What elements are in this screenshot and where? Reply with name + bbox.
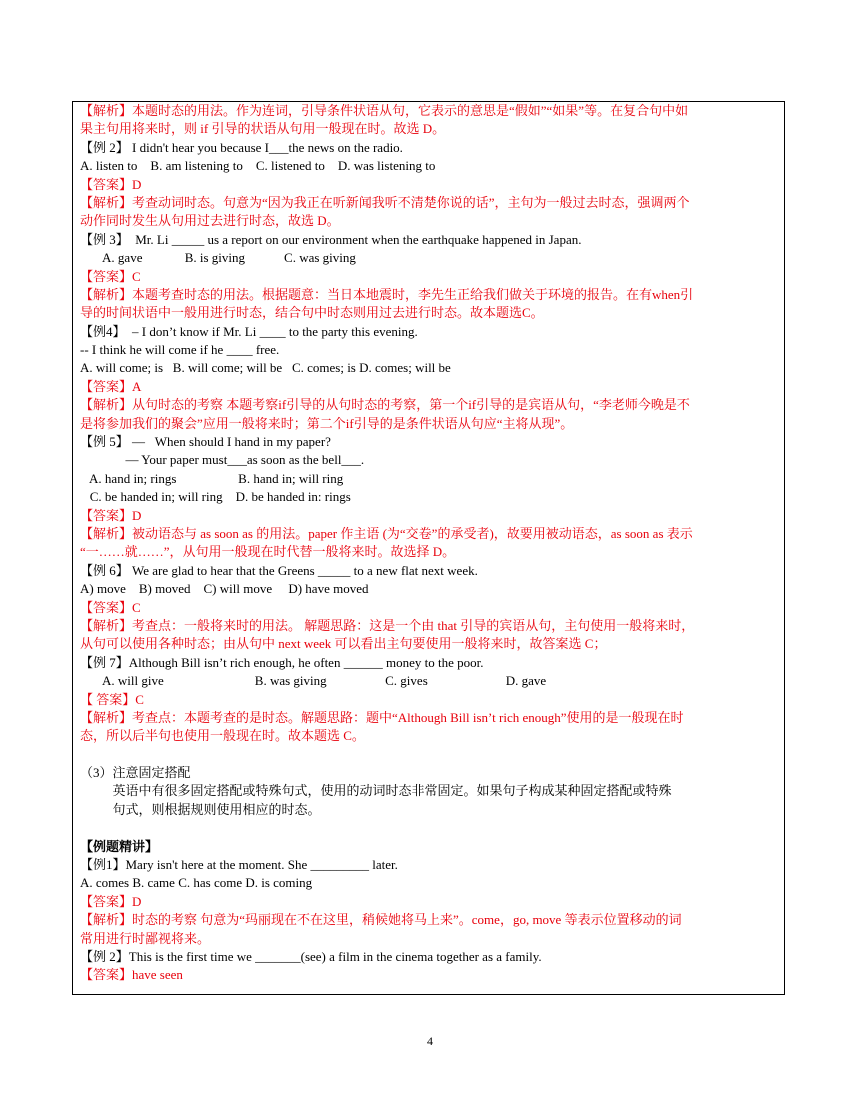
question-line: -- I think he will come if he ____ free. — [80, 342, 280, 358]
answer-explanation-line: 【答案】D — [80, 893, 142, 909]
question-line: 【例1】Mary isn't here at the moment. She _________ later. — [80, 857, 398, 873]
answer-explanation-line: 【解析】考查点：一般将来时的用法。 解题思路：这是一个由 that 引导的宾语从句，主句使用一般将来时， — [80, 617, 695, 633]
question-line: A. will give B. was giving C. gives D. gave — [80, 673, 547, 689]
question-line: 句式，则根据规则使用相应的时态。 — [80, 801, 321, 817]
answer-explanation-line: “一……就……”，从句用一般现在时代替一般将来时。故选择 D。 — [80, 544, 456, 560]
answer-explanation-line: 【解析】本题时态的用法。作为连词，引导条件状语从句，它表示的意思是“假如”“如果”等。在复合句中如 — [80, 103, 689, 118]
question-line: （3）注意固定搭配 — [80, 765, 191, 781]
answer-explanation-line: 【 答案】C — [80, 691, 144, 707]
answer-explanation-line: 【解析】本题考查时态的用法。根据题意：当日本地震时，李先生正给我们做关于环境的报告。在有when引 — [80, 286, 694, 302]
answer-explanation-line: 【解析】考查动词时态。句意为“因为我正在听新闻我听不清楚你说的话”，主句为一般过去时态，强调两个 — [80, 194, 690, 210]
document-body — [80, 102, 780, 985]
question-line: 【例4】 – I don’t know if Mr. Li ____ to the party this evening. — [80, 323, 418, 339]
question-line: 【例 5】 — When should I hand in my paper? — [80, 434, 331, 450]
question-line: A. will come; is B. will come; will be C. comes; is D. comes; will be — [80, 360, 451, 376]
blank-line — [80, 819, 780, 837]
question-line: 【例 2】This is the first time we _______(see) a film in the cinema together as a family. — [80, 948, 542, 964]
answer-explanation-line: 从句可以使用各种时态；由从句中 next week 可以看出主句要使用一般将来时，故答案选 C； — [80, 636, 607, 652]
answer-explanation-line: 【答案】D — [80, 176, 142, 192]
question-line: A. comes B. came C. has come D. is coming — [80, 875, 313, 891]
answer-explanation-line: 态，所以后半句也使用一般现在时。故本题选 C。 — [80, 728, 365, 744]
answer-explanation-line: 【答案】have seen — [80, 967, 183, 983]
question-line: A. gave B. is giving C. was giving — [80, 250, 356, 266]
answer-explanation-line: 【答案】C — [80, 268, 141, 284]
answer-explanation-line: 果主句用将来时，则 if 引导的状语从句用一般现在时。故选 D。 — [80, 121, 446, 137]
question-line: A) move B) moved C) will move D) have moved — [80, 581, 369, 597]
question-line: A. hand in; rings B. hand in; will ring — [80, 470, 344, 486]
question-line: 【例 6】 We are glad to hear that the Greens _____ to a new flat next week. — [80, 562, 478, 578]
question-line: A. listen to B. am listening to C. listened to D. was listening to — [80, 158, 436, 174]
answer-explanation-line: 【解析】被动语态与 as soon as 的用法。paper 作主语 (为“交卷”的承受者)，故要用被动语态，as soon as 表示 — [80, 525, 693, 541]
answer-explanation-line: 动作同时发生从句用过去进行时态，故选 D。 — [80, 213, 340, 229]
question-line: 【例 2】 I didn't hear you because I___the news on the radio. — [80, 139, 403, 155]
question-line: 【例 3】 Mr. Li _____ us a report on our environment when the earthquake happened in Japan. — [80, 231, 582, 247]
question-line: 【例 7】Although Bill isn’t rich enough, he often ______ money to the poor. — [80, 654, 484, 670]
answer-explanation-line: 【解析】考查点：本题考查的是时态。解题思路：题中“Although Bill isn’t rich enough”使用的是一般现在时 — [80, 709, 684, 725]
question-line: — Your paper must___as soon as the bell___. — [80, 452, 365, 468]
answer-explanation-line: 是将参加我们的聚会”应用一般将来时；第二个if引导的是条件状语从句应“主将从现”。 — [80, 415, 574, 431]
question-line: 英语中有很多固定搭配或特殊句式，使用的动词时态非常固定。如果句子构成某种固定搭配或特殊 — [80, 783, 672, 799]
answer-explanation-line: 导的时间状语中一般用进行时态，结合句中时态则用过去进行时态。故本题选C。 — [80, 305, 544, 321]
answer-explanation-line: 【答案】A — [80, 378, 142, 394]
answer-explanation-line: 【答案】D — [80, 507, 142, 523]
answer-explanation-line: 【解析】从句时态的考察 本题考察if引导的从句时态的考察，第一个if引导的是宾语从句，“李老师今晚是不 — [80, 397, 690, 413]
answer-explanation-line: 【解析】时态的考察 句意为“玛丽现在不在这里，稍候她将马上来”。come，go, move 等表示位置移动的词 — [80, 912, 682, 928]
page-number: 4 — [427, 1034, 433, 1048]
answer-explanation-line: 常用进行时鄙视将来。 — [80, 930, 211, 946]
question-line: C. be handed in; will ring D. be handed in: rings — [80, 489, 351, 505]
answer-explanation-line: 【答案】C — [80, 599, 141, 615]
section-heading: 【例题精讲】 — [80, 838, 159, 854]
blank-line — [80, 746, 780, 764]
